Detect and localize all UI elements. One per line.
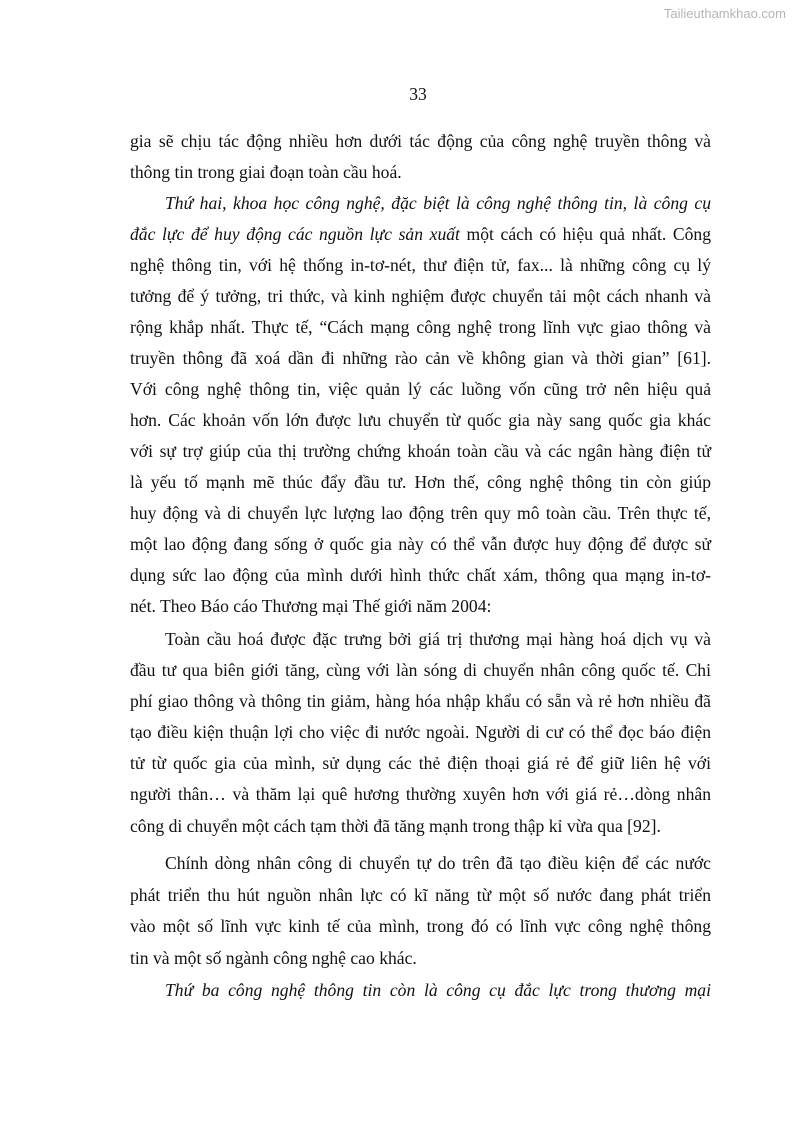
text-line bbox=[165, 979, 711, 1001]
text-line bbox=[165, 192, 711, 214]
text-line: một lao động đang sống ở quốc gia này có thể vẫn được huy động để được sử bbox=[130, 534, 711, 554]
italic-text: đắc lực để huy động các nguồn lực sản xuất bbox=[130, 224, 460, 244]
text-line: Với công nghệ thông tin, việc quản lý các luồng vốn cũng trở nên hiệu quả bbox=[130, 379, 711, 399]
text-line: hơn. Các khoản vốn lớn được lưu chuyển từ quốc gia này sang quốc gia khác bbox=[130, 410, 711, 430]
watermark: Tailieuthamkhao.com bbox=[663, 6, 786, 21]
italic-text: Thứ hai, khoa học công nghệ, đặc biệt là công nghệ thông tin, là công cụ bbox=[165, 193, 711, 213]
quote-line: tạo điều kiện thuận lợi cho việc đi nước ngoài. Người di cư có thể đọc báo điện bbox=[130, 722, 711, 742]
text-line: Chính dòng nhân công di chuyển tự do trên đã tạo điều kiện để các nước bbox=[165, 853, 711, 873]
text-line: với sự trợ giúp của thị trường chứng khoán toàn cầu và các ngân hàng điện tử bbox=[130, 441, 711, 461]
quote-line: Toàn cầu hoá được đặc trưng bởi giá trị thương mại hàng hoá dịch vụ và bbox=[165, 629, 711, 649]
page-number: 33 bbox=[409, 84, 427, 104]
text-line: rộng khắp nhất. Thực tế, “Cách mạng công nghệ trong lĩnh vực giao thông và bbox=[130, 317, 711, 337]
text-line: huy động và di chuyển lực lượng lao động trên quy mô toàn cầu. Trên thực tế, bbox=[130, 503, 711, 523]
text-line: tưởng để ý tưởng, tri thức, và kinh nghiệm được chuyển tải một cách nhanh và bbox=[130, 286, 711, 306]
text-line: vào một số lĩnh vực kinh tế của mình, trong đó có lĩnh vực công nghệ thông bbox=[130, 916, 711, 936]
text-line: tin và một số ngành công nghệ cao khác. bbox=[130, 948, 417, 968]
quote-line: người thân… và thăm lại quê hương thường xuyên hơn với giá rẻ…dòng nhân bbox=[130, 784, 711, 804]
text-line: truyền thông đã xoá dần đi những rào cản về không gian và thời gian” [61]. bbox=[130, 348, 711, 368]
text-line: phát triển thu hút nguồn nhân lực có kĩ năng từ một số nước đang phát triển bbox=[130, 885, 711, 905]
quote-line: phí giao thông và thông tin giảm, hàng hóa nhập khẩu có sẵn và rẻ hơn nhiều đã bbox=[130, 691, 711, 711]
normal-text: một cách có hiệu quả nhất. Công bbox=[459, 224, 712, 244]
italic-text: Thứ ba công nghệ thông tin còn là công cụ đắc lực trong thương mại bbox=[165, 980, 711, 1000]
quote-line: tử từ quốc gia của mình, sử dụng các thẻ điện thoại giá rẻ để giữ liên hệ với bbox=[130, 753, 711, 773]
text-line: nghệ thông tin, với hệ thống in-tơ-nét, thư điện tử, fax... là những công cụ lý bbox=[130, 255, 711, 275]
quote-line: công di chuyển một cách tạm thời đã tăng mạnh trong thập kỉ vừa qua [92]. bbox=[130, 816, 661, 836]
text-line: gia sẽ chịu tác động nhiều hơn dưới tác động của công nghệ truyền thông và bbox=[130, 131, 711, 151]
text-line: là yếu tố mạnh mẽ thúc đẩy đầu tư. Hơn thế, công nghệ thông tin còn giúp bbox=[130, 472, 711, 492]
text-line: nét. Theo Báo cáo Thương mại Thế giới năm 2004: bbox=[130, 596, 492, 616]
text-line: thông tin trong giai đoạn toàn cầu hoá. bbox=[130, 162, 402, 182]
text-line bbox=[130, 223, 711, 245]
text-line: dụng sức lao động của mình dưới hình thức chất xám, thông qua mạng in-tơ- bbox=[130, 565, 711, 585]
quote-line: đầu tư qua biên giới tăng, cùng với làn sóng di chuyển nhân công quốc tế. Chi bbox=[130, 660, 711, 680]
